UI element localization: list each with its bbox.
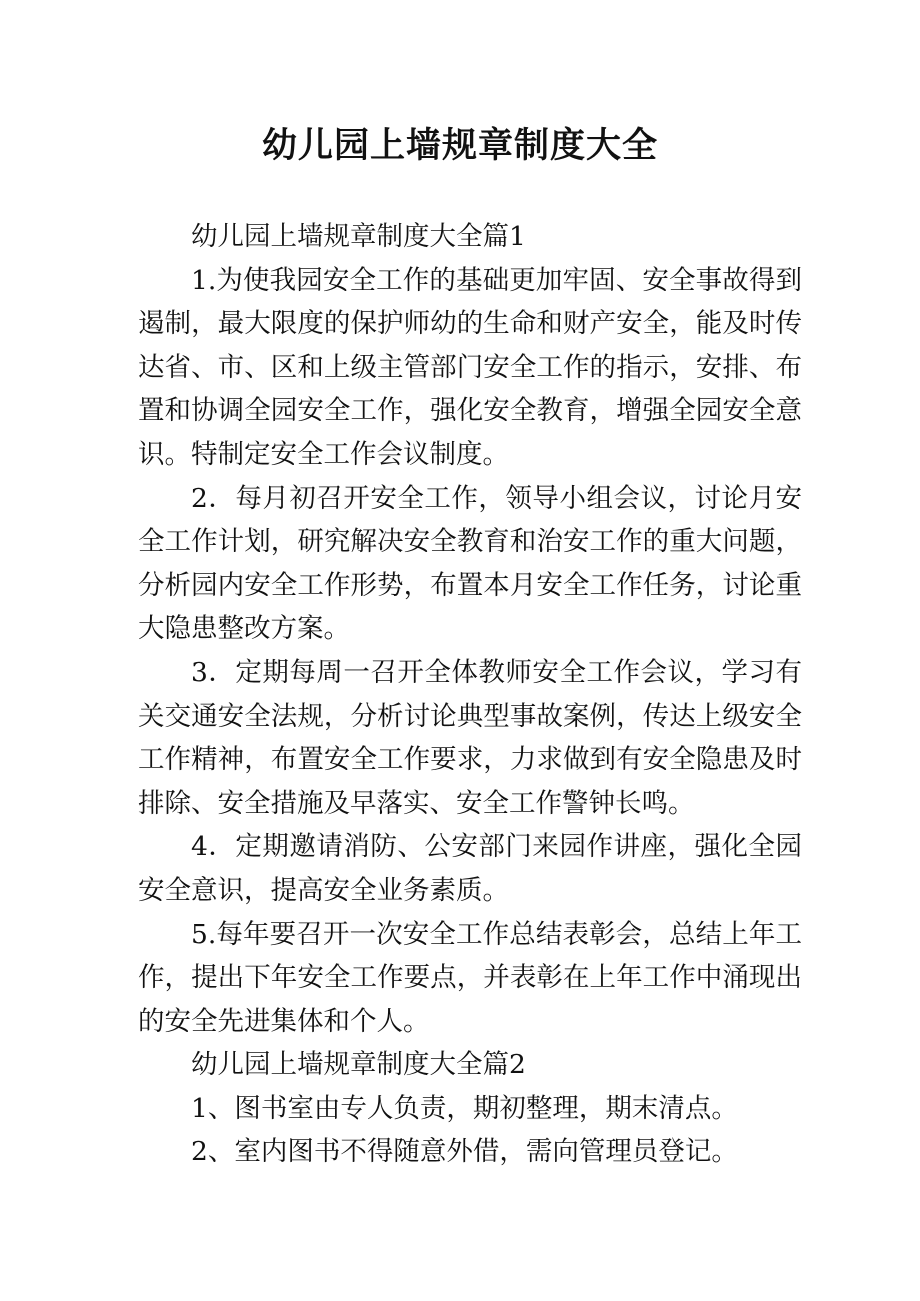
section-heading: 幼儿园上墙规章制度大全篇2 xyxy=(191,1049,526,1081)
paragraph: 2、室内图书不得随意外借，需向管理员登记。 xyxy=(191,1136,738,1168)
paragraph: 3．定期每周一召开全体教师安全工作会议，学习有关交通安全法规，分析讨论典型事故案例，传达上级安全工作精神，布置安全工作要求，力求做到有安全隐患及时排除、安全措施及早落实、安全工作警钟长鸣。 xyxy=(138,656,802,819)
paragraph: 1.为使我园安全工作的基础更加牢固、安全事故得到遏制，最大限度的保护师幼的生命和财产安全，能及时传达省、市、区和上级主管部门安全工作的指示，安排、布置和协调全园安全工作，强化安全教育，增强全园安全意识。特制定安全工作会议制度。 xyxy=(138,264,802,470)
paragraph: 4．定期邀请消防、公安部门来园作讲座，强化全园安全意识，提高安全业务素质。 xyxy=(138,831,802,906)
section-heading: 幼儿园上墙规章制度大全篇1 xyxy=(191,221,526,252)
document-title: 幼儿园上墙规章制度大全 xyxy=(261,126,658,166)
paragraph: 1、图书室由专人负责，期初整理，期末清点。 xyxy=(191,1092,738,1124)
paragraph: 5.每年要召开一次安全工作总结表彰会，总结上年工作，提出下年安全工作要点，并表彰在上年工作中涌现出的安全先进集体和个人。 xyxy=(138,918,802,1037)
paragraph: 2．每月初召开安全工作，领导小组会议，讨论月安全工作计划，研究解决安全教育和治安工作的重大问题，分析园内安全工作形势，布置本月安全工作任务，讨论重大隐患整改方案。 xyxy=(138,482,802,645)
document-body xyxy=(138,215,802,1174)
